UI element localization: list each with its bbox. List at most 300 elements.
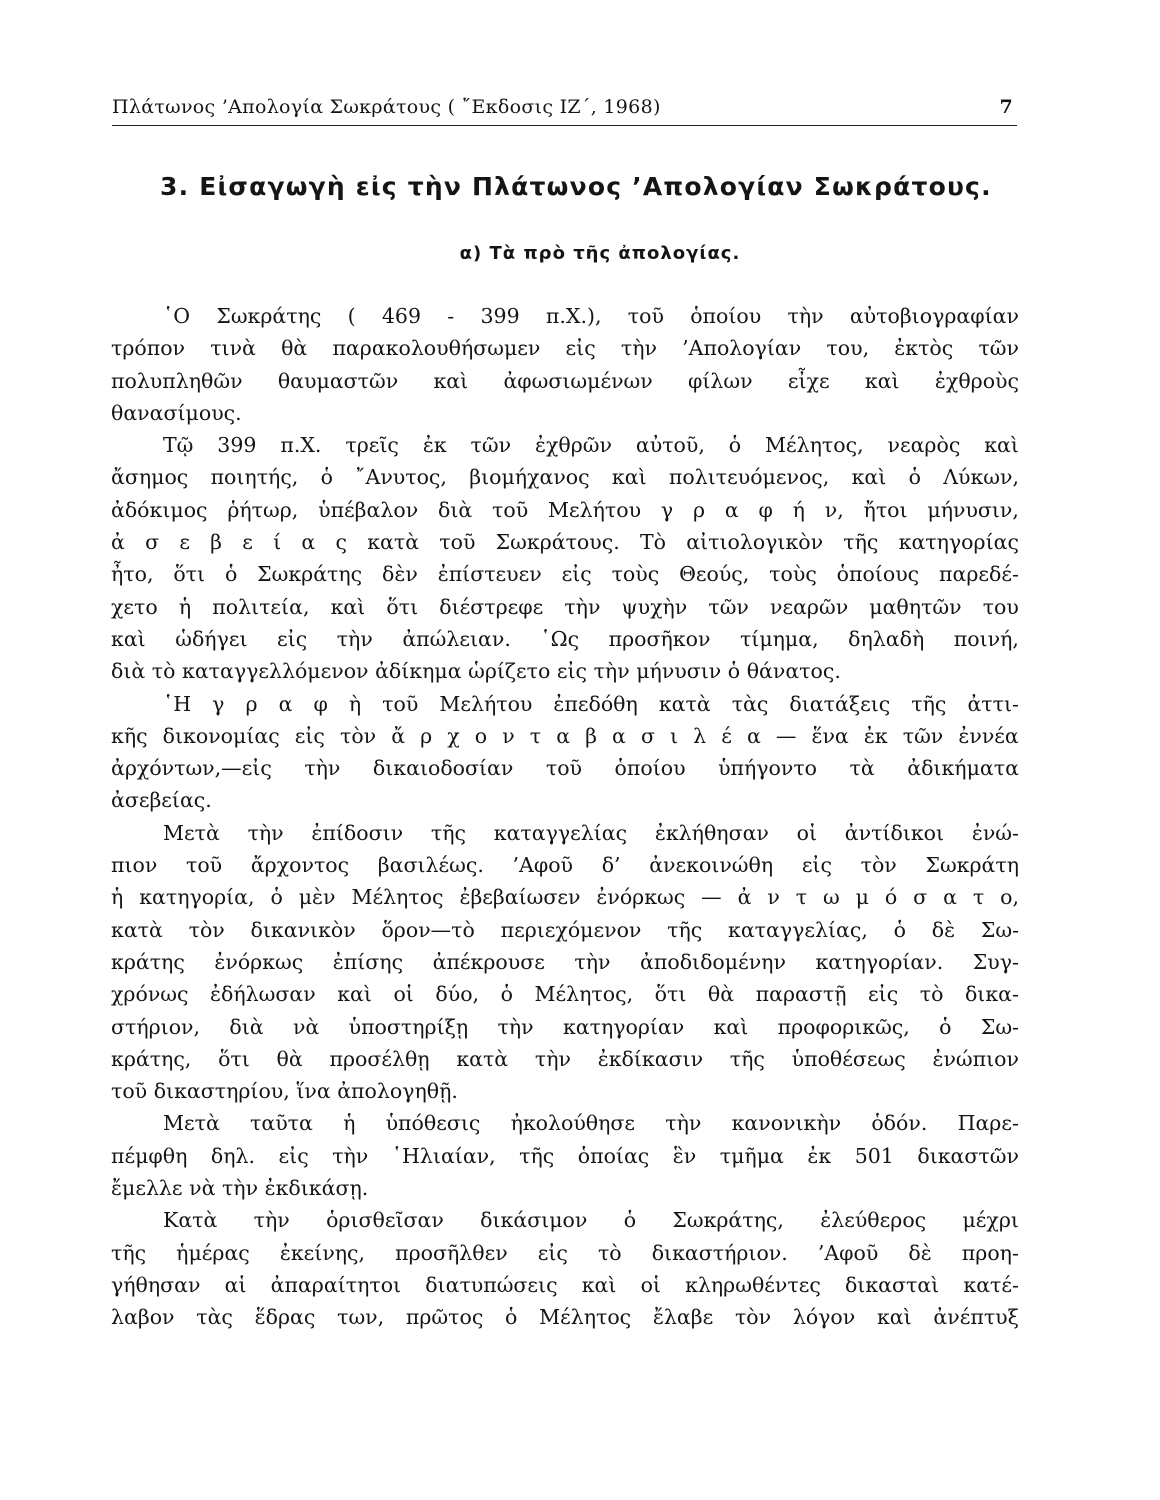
word: τῆς — [519, 1143, 555, 1168]
word: ὑποθέσεως — [791, 1046, 906, 1071]
word: μήνυσιν, — [927, 497, 1019, 522]
word: γήθησαν — [111, 1272, 201, 1297]
word: ὁ — [623, 1208, 637, 1233]
word: τῆς — [911, 691, 947, 716]
word: θὰ — [281, 336, 308, 361]
word: ι — [670, 723, 679, 748]
word: Κατὰ — [163, 1208, 218, 1233]
word: λ — [693, 723, 707, 748]
word: φ — [758, 497, 773, 522]
word: ὅτι — [218, 1046, 250, 1071]
word: — — [701, 885, 722, 910]
word: τὸν — [188, 917, 225, 942]
paragraph-first-line — [111, 1204, 1019, 1236]
text-line — [111, 526, 1019, 558]
word: ἵνα — [296, 1079, 331, 1104]
word: τρεῖς — [345, 433, 399, 458]
word: εἶχε — [787, 368, 830, 393]
word: ὁ — [893, 917, 906, 942]
word: γ — [660, 497, 674, 522]
text-line — [111, 978, 1019, 1010]
word: θὰ — [707, 982, 735, 1007]
word: ἀδόκιμος — [111, 497, 208, 522]
word: ο, — [1000, 885, 1019, 910]
word: ἐκείνης, — [279, 1240, 366, 1265]
word: φίλων — [688, 368, 753, 393]
word: ἐνόρκως — [596, 885, 686, 910]
word: διὰ — [229, 1014, 264, 1039]
running-head-title: Πλάτωνος ’Απολογία Σωκράτους ( ῎Εκδοσις ΙΖ΄, 1968) — [112, 96, 661, 118]
word: ἕδρας — [254, 1305, 316, 1330]
word: δικα- — [964, 982, 1019, 1007]
word: ποινή, — [953, 626, 1019, 651]
word: λαβον — [111, 1305, 175, 1330]
word: εἰς — [868, 982, 899, 1007]
word: σ — [145, 530, 160, 555]
word: καὶ — [111, 626, 146, 651]
word: μ — [855, 885, 869, 910]
word: Τὸ — [639, 530, 666, 555]
word: τινὰ — [210, 336, 256, 361]
word: ὑπήγοντο — [718, 756, 818, 781]
body-text — [111, 300, 1019, 1334]
word: — — [775, 723, 797, 748]
word: ὡρίζετο — [468, 659, 551, 684]
word: ή — [792, 497, 805, 522]
word: χρόνως — [111, 982, 189, 1007]
word: ὁ — [320, 465, 333, 490]
word: ῾Ο — [163, 304, 191, 328]
word: ὁρισθεῖσαν — [326, 1208, 444, 1233]
text-line — [111, 558, 1019, 590]
word: ὅτι — [654, 982, 687, 1007]
word: οἱ — [640, 1272, 661, 1297]
word: ἀνεκοινώθη — [649, 853, 774, 878]
word: ἓν — [672, 1143, 697, 1168]
text-line — [111, 397, 1019, 429]
word: ὡδήγει — [175, 626, 248, 651]
word: ἐχθρῶν — [534, 433, 612, 458]
text-line — [111, 461, 1019, 493]
word: εἰς — [565, 336, 596, 361]
word: ς — [335, 530, 347, 555]
word: καὶ — [433, 368, 469, 393]
word: τὴν — [564, 594, 601, 619]
word: α — [278, 691, 293, 716]
word: καὶ — [864, 368, 900, 393]
word: κατηγορίαν. — [815, 949, 944, 974]
word: α — [724, 497, 739, 522]
word: ἠκολούθησε — [510, 1111, 636, 1136]
word: π.Χ. — [280, 433, 322, 458]
word: αἱ — [224, 1272, 247, 1297]
word: Σωκράτης — [257, 562, 363, 587]
text-line — [111, 946, 1019, 978]
word: ο — [474, 723, 488, 748]
word: βιομήχανος — [469, 465, 590, 490]
word: καταγγελίας — [493, 820, 628, 845]
word: ὁδόν. — [871, 1111, 928, 1136]
word: δικάσιμον — [480, 1208, 588, 1233]
word: ἔμελλε — [111, 1176, 183, 1201]
word: β — [585, 723, 597, 748]
word: ἀδίκημα — [375, 659, 462, 684]
word: ω — [823, 885, 840, 910]
word: καὶ — [337, 982, 372, 1007]
word: ἡμέρας — [176, 1240, 250, 1265]
page-number: 7 — [999, 96, 1013, 118]
text-line — [111, 1172, 1019, 1204]
word: ὴ — [348, 691, 362, 716]
word: κατηγορίας — [898, 530, 1019, 555]
word: ὁ — [500, 982, 513, 1007]
word: κατὰ — [658, 691, 711, 716]
word: τμῆμα — [719, 1143, 784, 1168]
word: ἐχθροὺς — [934, 368, 1019, 393]
word: δύο, — [435, 982, 480, 1007]
word: δικαστήριον. — [651, 1240, 788, 1265]
word: καὶ — [330, 594, 366, 619]
word: 399 — [217, 433, 257, 458]
word: τὰς — [196, 1305, 233, 1330]
text-line — [111, 623, 1019, 655]
word: ἡ — [178, 594, 192, 619]
word: ἀττι- — [967, 691, 1019, 716]
word: 469 — [381, 304, 422, 328]
word: νεαρῶν — [770, 594, 849, 619]
text-line — [111, 720, 1019, 752]
word: ν, — [824, 497, 844, 522]
text-line — [111, 1043, 1019, 1075]
word: τ — [972, 885, 985, 910]
word: Σωκράτους. — [495, 530, 620, 555]
word: π.Χ.), — [545, 304, 602, 328]
word: ν — [502, 723, 515, 748]
word: δικανικὸν — [250, 917, 356, 942]
word: α — [746, 723, 761, 748]
text-line — [111, 849, 1019, 881]
word: Μέλητος, — [534, 982, 634, 1007]
word: ἐλεύθερος — [820, 1208, 927, 1233]
word: ἐκδίκασιν — [597, 1046, 704, 1071]
paragraph-first-line — [111, 688, 1019, 720]
word: τῆς — [430, 820, 466, 845]
word: ἐνώπιον — [932, 1046, 1019, 1071]
word: 501 — [854, 1143, 894, 1168]
word: Μέλητος — [351, 885, 444, 910]
word: περιεχόμενον — [500, 917, 642, 942]
word: βασιλέως. — [377, 853, 484, 878]
chapter-title: 3. Εἰσαγωγὴ εἰς τὴν Πλάτωνος ’Απολογίαν Σωκράτους. — [160, 172, 992, 201]
word: ἔλαβε — [652, 1305, 714, 1330]
word: ( — [347, 304, 356, 328]
word: δικονομίας — [162, 723, 280, 748]
word: τὴν — [620, 336, 657, 361]
word: παρακολουθήσωμεν — [332, 336, 541, 361]
word: εἰς — [277, 626, 308, 651]
word: ἄρχοντος — [250, 853, 350, 878]
word: β — [210, 530, 223, 555]
word: έ — [721, 723, 732, 748]
word: τοὺς — [769, 562, 817, 587]
word: καταγγελίας, — [728, 917, 868, 942]
word: θὰ — [276, 1046, 303, 1071]
word: τὴν — [253, 1208, 290, 1233]
word: διὰ — [111, 659, 146, 684]
running-head — [112, 96, 1017, 126]
word: ἐπίσης — [332, 949, 404, 974]
word: τῆς — [843, 530, 879, 555]
word: τῶν — [708, 594, 749, 619]
word: ἀρχόντων,—εἰς — [111, 756, 272, 781]
text-line — [111, 784, 1019, 816]
paragraph-first-line — [111, 429, 1019, 461]
text-line — [111, 1011, 1019, 1043]
word: προσῆλθεν — [395, 1240, 508, 1265]
word: δηλαδὴ — [848, 626, 925, 651]
text-line — [111, 1075, 1019, 1107]
word: ἀποδιδομένην — [640, 949, 786, 974]
word: τοῦ — [111, 1079, 148, 1104]
word: ε — [179, 530, 190, 555]
word: τοῦ — [186, 853, 223, 878]
word: α — [943, 885, 957, 910]
text-line — [111, 494, 1019, 526]
word: αἰτιολογικὸν — [686, 530, 824, 555]
word: τοῦ — [439, 530, 476, 555]
word: ἐκτὸς — [894, 336, 954, 361]
word: προη- — [961, 1240, 1019, 1265]
word: ὁποίους — [836, 562, 920, 587]
text-line — [111, 881, 1019, 913]
word: ἀσεβείας. — [111, 788, 212, 813]
word: ρ — [692, 497, 705, 522]
word: κατὰ — [367, 530, 420, 555]
word: διατάξεις — [789, 691, 891, 716]
word: παρεδέ- — [939, 562, 1019, 587]
word: Μετὰ — [163, 820, 220, 845]
word: ἐνώ- — [971, 820, 1019, 845]
word: τὴν — [497, 1014, 534, 1039]
word: τίμημα, — [739, 626, 819, 651]
word: ἐδήλωσαν — [210, 982, 316, 1007]
word: πέμφθη — [111, 1143, 188, 1168]
word: τὴν — [304, 756, 341, 781]
word: κατέ- — [963, 1272, 1019, 1297]
word: ἐνόρκως — [214, 949, 304, 974]
word: τὴν — [221, 1176, 259, 1201]
word: διατυπώσεις — [425, 1272, 558, 1297]
word: κανονικὴν — [731, 1111, 842, 1136]
word: ἐβεβαίωσεν — [459, 885, 581, 910]
word: ὅτι — [386, 594, 419, 619]
text-line — [111, 365, 1019, 397]
word: ’Αφοῦ — [817, 1240, 879, 1265]
word: τὴν — [787, 304, 824, 328]
word: ἐννέα — [958, 723, 1019, 748]
word: οἱ — [796, 820, 818, 845]
word: ’Αφοῦ — [512, 853, 574, 878]
word: Σω- — [980, 917, 1019, 942]
word: παραστῇ — [755, 982, 847, 1007]
word: τ — [529, 723, 542, 748]
word: τὴν — [534, 1046, 571, 1071]
word: καὶ — [581, 1272, 617, 1297]
word: τὸ — [919, 982, 944, 1007]
word: Τῷ — [163, 433, 194, 458]
word: κατὰ — [111, 917, 163, 942]
word: του — [982, 594, 1019, 619]
word: καὶ — [713, 1014, 749, 1039]
word: ἀπώλειαν. — [402, 626, 511, 651]
word: δηλ. — [210, 1143, 256, 1168]
word: τοῦ — [545, 756, 583, 781]
word: 399 — [480, 304, 520, 328]
word: Παρε- — [957, 1111, 1019, 1136]
word: τὸ — [151, 659, 176, 684]
word: ποιητής, — [210, 465, 299, 490]
word: ὑπέβαλον — [318, 497, 419, 522]
word: κατηγορίαν — [562, 1014, 685, 1039]
text-line — [111, 591, 1019, 623]
word: ἀπέκρουσε — [432, 949, 545, 974]
word: ὑποστηρίξῃ — [348, 1014, 469, 1039]
word: καὶ — [851, 465, 887, 490]
word: ὁ — [939, 1014, 952, 1039]
word: ἐπεδόθη — [553, 691, 638, 716]
word: ἐκλήθησαν — [654, 820, 769, 845]
word: τὸν — [339, 723, 377, 748]
word: δικαστῶν — [917, 1143, 1019, 1168]
word: διὰ — [438, 497, 473, 522]
word: - — [447, 304, 455, 328]
word: κατηγορία, — [139, 885, 255, 910]
word: ἀντίδικοι — [844, 820, 945, 845]
word: μήνυσιν — [636, 659, 722, 684]
word: Μελήτου — [439, 691, 533, 716]
word: ρ — [245, 691, 258, 716]
word: δικασταὶ — [844, 1272, 940, 1297]
word: ὁποίας — [577, 1143, 650, 1168]
word: μὲν — [298, 885, 336, 910]
word: τῶν — [978, 336, 1019, 361]
word: ἄσημος — [111, 465, 189, 490]
word: εἰς — [294, 723, 325, 748]
word: δὲν — [382, 562, 418, 587]
word: πρῶτος — [405, 1305, 484, 1330]
word: νεαρὸς — [887, 433, 961, 458]
word: κατὰ — [456, 1046, 509, 1071]
word: δὲ — [931, 917, 956, 942]
word: θαυμαστῶν — [277, 368, 399, 393]
word: πιον — [111, 853, 158, 878]
word: καὶ — [984, 433, 1019, 458]
word: τῶν — [902, 723, 944, 748]
word: πολιτευόμενος, — [668, 465, 830, 490]
word: μέχρι — [962, 1208, 1019, 1233]
word: α — [556, 723, 571, 748]
word: Μέλητος — [539, 1305, 632, 1330]
word: καὶ — [611, 465, 647, 490]
word: ῾Η — [163, 691, 192, 716]
word: νὰ — [292, 1014, 320, 1039]
word: θανασίμους. — [111, 400, 242, 425]
word: τὴν — [593, 659, 630, 684]
paragraph-first-line — [111, 300, 1019, 332]
word: τὴν — [332, 1143, 369, 1168]
word: Σωκράτη — [925, 853, 1019, 878]
word: τοῦ — [627, 304, 664, 328]
word: του, — [826, 336, 870, 361]
word: Συγ- — [972, 949, 1019, 974]
word: ῾Ως — [540, 626, 580, 651]
word: ἐκδικάσῃ. — [264, 1176, 369, 1201]
word: χετο — [111, 594, 158, 619]
word: τοῦ — [492, 497, 529, 522]
word: πολιτεία, — [212, 594, 310, 619]
text-line — [111, 914, 1019, 946]
word: Θεούς, — [679, 562, 750, 587]
word: τὸ — [597, 1240, 622, 1265]
text-line — [111, 1269, 1019, 1301]
word: τὴν — [336, 626, 373, 651]
word: τὴν — [665, 1111, 702, 1136]
word: ἐπίστευεν — [437, 562, 542, 587]
word: φ — [313, 691, 328, 716]
word: εἰς — [537, 1240, 568, 1265]
word: εἰς — [556, 659, 588, 684]
word: τὸν — [860, 853, 897, 878]
word: ε — [242, 530, 253, 555]
word: ὁποίου — [690, 304, 762, 328]
text-line — [111, 655, 1019, 687]
word: ὁ — [908, 465, 921, 490]
word: ἡ — [111, 885, 124, 910]
word: αὐτοῦ, — [635, 433, 705, 458]
word: προσέλθῃ — [329, 1046, 430, 1071]
word: ὁ — [505, 1305, 518, 1330]
word: κράτης — [111, 949, 185, 974]
word: Σω- — [980, 1014, 1019, 1039]
word: λόγον — [792, 1305, 856, 1330]
word: ψυχὴν — [621, 594, 688, 619]
word: α — [612, 723, 626, 748]
word: εἰς — [801, 853, 832, 878]
word: χ — [447, 723, 460, 748]
word: τῆς — [729, 1046, 765, 1071]
word: τ — [795, 885, 808, 910]
word: ἐκ — [422, 433, 447, 458]
word: ἀ — [737, 885, 752, 910]
word: εἰς — [278, 1143, 309, 1168]
word: ταῦτα — [250, 1111, 313, 1136]
word: Σωκράτης — [216, 304, 322, 328]
word: ὑπόθεσις — [385, 1111, 481, 1136]
word: ὁ — [727, 659, 741, 684]
word: ῾Ηλιαίαν, — [391, 1143, 496, 1168]
word: ἀδικήματα — [907, 756, 1019, 781]
word: ί — [273, 530, 282, 555]
word: καταγγελλόμενον — [182, 659, 369, 684]
word: ῎Ανυτος, — [355, 465, 447, 490]
word: ἕνα — [811, 723, 849, 748]
word: ὁ — [728, 433, 742, 458]
word: κληρωθέντες — [685, 1272, 821, 1297]
text-line — [111, 752, 1019, 784]
word: ἀπολογηθῇ. — [337, 1079, 458, 1104]
word: ἀνέπτυξ — [933, 1305, 1019, 1330]
text-line — [111, 332, 1019, 364]
